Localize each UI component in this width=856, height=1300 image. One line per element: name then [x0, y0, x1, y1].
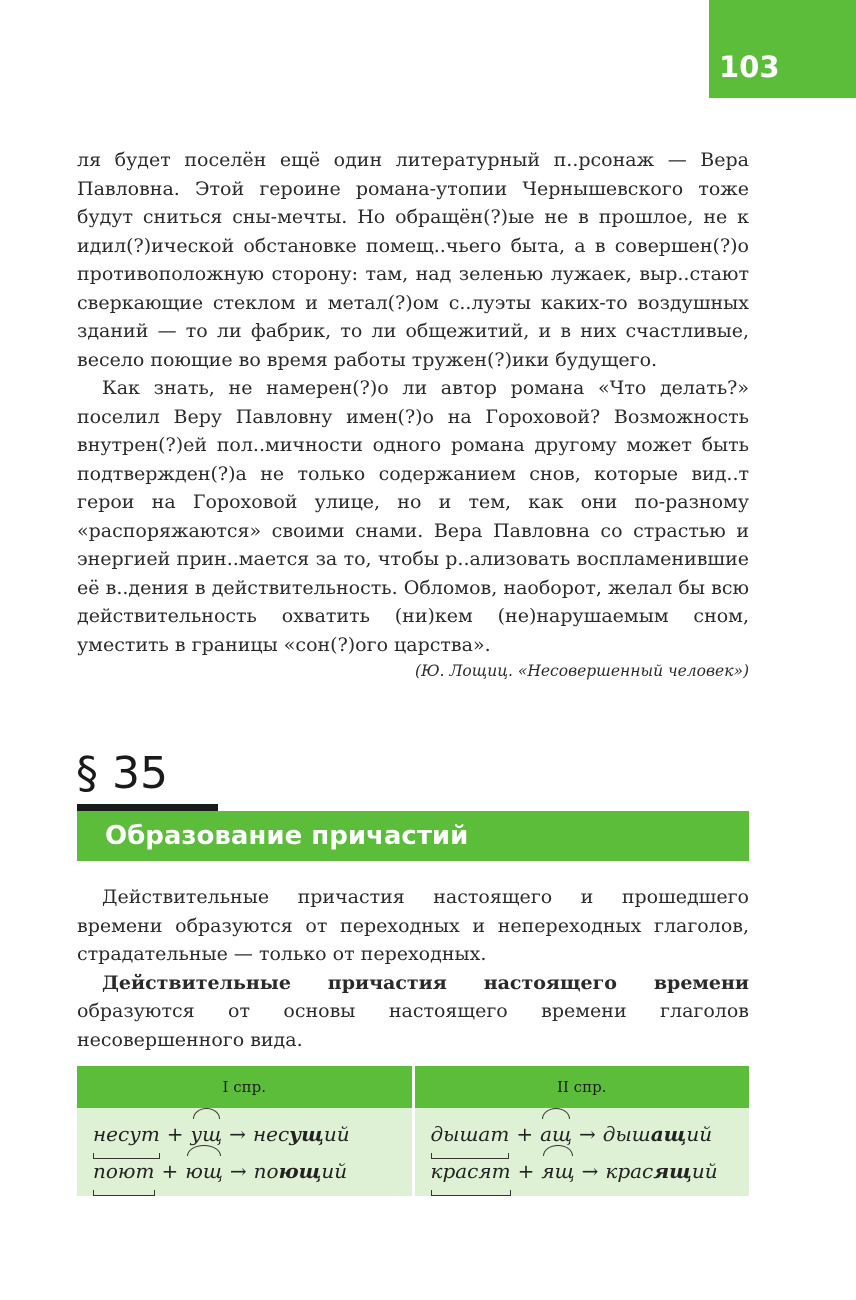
- stem: поют: [93, 1153, 155, 1190]
- body-paragraph-2-rest: образуются от основы настоящего времени глаголов несовершенного вида.: [77, 1000, 749, 1051]
- arrow-icon: →: [579, 1122, 596, 1146]
- section-number: § 35: [76, 748, 168, 799]
- suffix: ащ: [540, 1116, 572, 1153]
- result-base: по: [253, 1159, 279, 1183]
- result-ending: ий: [691, 1159, 718, 1183]
- section-underline: [77, 804, 218, 811]
- body-paragraph-2: [77, 969, 749, 1055]
- paragraph-2: Как знать, не намерен(?)о ли автор романа «Что делать?» поселил Веру Павловну имен(?)о на Гороховой? Возможность внутрен(?)ей пол..мичности одного романа другому может быть подтвержден(?)а не только содержанием снов, которые вид..т герои на Гороховой улице, но и тем, как они по-разному «распоряжаются» своими снами. Вера Павловна со страстью и энергией прин..мается за то, чтобы р..ализовать воспламенившие её в..дения в действительность. Обломов, наоборот, желал бы всю действительность охватить (ни)кем (не)нарушаемым сном, уместить в границы «сон(?)ого царства».: [77, 377, 749, 656]
- arrow-icon: →: [229, 1159, 247, 1183]
- result-suffix: ащ: [650, 1122, 687, 1146]
- suffix: ящ: [541, 1153, 574, 1190]
- section-body: [77, 883, 749, 1054]
- result-base: крас: [605, 1159, 654, 1183]
- result-base: нес: [252, 1122, 290, 1146]
- suffix: ющ: [185, 1153, 223, 1190]
- source-citation: (Ю. Лощиц. «Несовершенный человек»): [415, 662, 749, 680]
- table-cell-1: [77, 1108, 412, 1196]
- paragraph-1: ля будет поселён ещё один литературный п..рсонаж — Вера Павловна. Этой героине романа-утопии Чернышевского тоже будут сниться сны-мечты. Но обращён(?)ые не в прошлое, не к идил(?)ической обстановке помещ..чьего быта, а в совершен(?)о противоположную сторону: там, над зеленью лужаек, выр..стают сверкающие стеклом и метал(?)ом с..луэты каких-то воздушных зданий — то ли фабрик, то ли общежитий, и в них счастливые, весело поющие во время работы тружен(?)ики будущего.: [77, 149, 749, 371]
- result-base: дыш: [602, 1122, 651, 1146]
- section-title: Образование причастий: [77, 811, 749, 861]
- plus-sign: +: [517, 1159, 535, 1183]
- table-cell-2: [415, 1108, 750, 1196]
- table-column-1: [77, 1066, 412, 1196]
- arrow-icon: →: [229, 1122, 246, 1146]
- result-ending: ий: [321, 1159, 348, 1183]
- page-number: 103: [709, 0, 856, 98]
- plus-sign: +: [166, 1122, 184, 1146]
- table-row: [431, 1153, 750, 1190]
- result-ending: ий: [686, 1122, 713, 1146]
- stem: дышат: [431, 1116, 510, 1153]
- table-header-1: I спр.: [77, 1066, 412, 1108]
- table-header-2: II спр.: [415, 1066, 750, 1108]
- result-suffix: ющ: [278, 1159, 322, 1183]
- suffix: ущ: [191, 1116, 223, 1153]
- conjugation-table: [77, 1066, 749, 1196]
- result-ending: ий: [323, 1122, 350, 1146]
- result-suffix: ящ: [653, 1159, 692, 1183]
- table-row: [93, 1116, 412, 1153]
- table-row: [431, 1116, 750, 1153]
- body-term: Действительные причастия настоящего времени: [102, 971, 749, 994]
- plus-sign: +: [161, 1159, 179, 1183]
- body-paragraph-1: Действительные причастия настоящего и прошедшего времени образуются от переходных и непереходных глаголов, страдательные — только от переходных.: [77, 886, 749, 965]
- plus-sign: +: [516, 1122, 534, 1146]
- stem: несут: [93, 1116, 160, 1153]
- table-row: [93, 1153, 412, 1190]
- arrow-icon: →: [581, 1159, 599, 1183]
- table-column-2: [415, 1066, 750, 1196]
- result-suffix: ущ: [289, 1122, 324, 1146]
- stem: красят: [431, 1153, 511, 1190]
- excerpt-text: [77, 146, 749, 659]
